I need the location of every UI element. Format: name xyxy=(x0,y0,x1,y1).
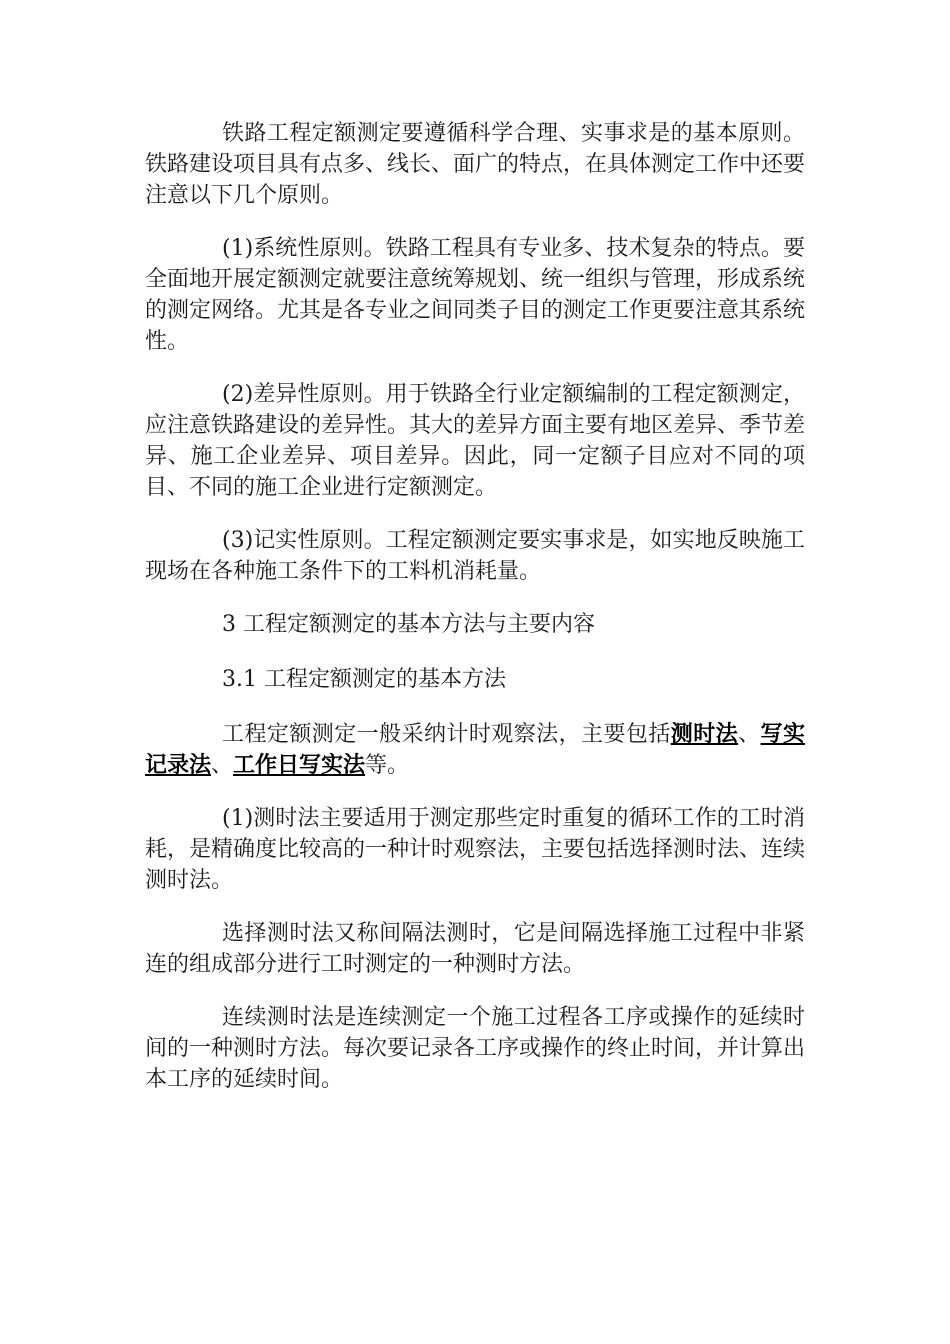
methods-separator-2: 、 xyxy=(211,753,234,778)
section-heading-3-1: 3.1 工程定额测定的基本方法 xyxy=(222,667,506,692)
paragraph-methods xyxy=(145,719,805,781)
document-page xyxy=(145,118,805,1117)
link-timing-method[interactable]: 测时法 xyxy=(670,721,739,747)
paragraph-principles-intro: 铁路工程定额测定要遵循科学合理、实事求是的基本原则。铁路建设项目具有点多、线长、面广的特点，在具体测定工作中还要注意以下几个原则。 xyxy=(145,121,806,208)
methods-text-after: 等。 xyxy=(365,753,410,778)
link-record-method[interactable]: 写实记录法 xyxy=(145,721,805,778)
paragraph-difference-principle: (2)差异性原则。用于铁路全行业定额编制的工程定额测定，应注意铁路建设的差异性。其大的差异方面主要有地区差异、季节差异、施工企业差异、项目差异。因此，同一定额子目应对不同的项目、不同的施工企业进行定额测定。 xyxy=(145,382,806,500)
paragraph-continuous-timing: 连续测时法是连续测定一个施工过程各工序或操作的延续时间的一种测时方法。每次要记录各工序或操作的终止时间，并计算出本工序的延续时间。 xyxy=(145,1005,806,1092)
paragraph-systematic-principle: (1)系统性原则。铁路工程具有专业多、技术复杂的特点。要全面地开展定额测定就要注意统筹规划、统一组织与管理，形成系统的测定网络。尤其是各专业之间同类子目的测定工作更要注意其系统性。 xyxy=(145,236,806,354)
methods-separator-1: 、 xyxy=(738,722,761,747)
paragraph-timing-method: (1)测时法主要适用于测定那些定时重复的循环工作的工时消耗，是精确度比较高的一种计时观察法，主要包括选择测时法、连续测时法。 xyxy=(145,806,806,893)
link-workday-record-method[interactable]: 工作日写实法 xyxy=(233,752,366,778)
section-heading-3: 3 工程定额测定的基本方法与主要内容 xyxy=(222,612,595,637)
methods-text-before: 工程定额测定一般采纳计时观察法，主要包括 xyxy=(222,722,671,747)
paragraph-selective-timing: 选择测时法又称间隔法测时，它是间隔选择施工过程中非紧连的组成部分进行工时测定的一种测时方法。 xyxy=(145,921,805,977)
paragraph-factual-principle: (3)记实性原则。工程定额测定要实事求是，如实地反映施工现场在各种施工条件下的工料机消耗量。 xyxy=(145,528,805,584)
